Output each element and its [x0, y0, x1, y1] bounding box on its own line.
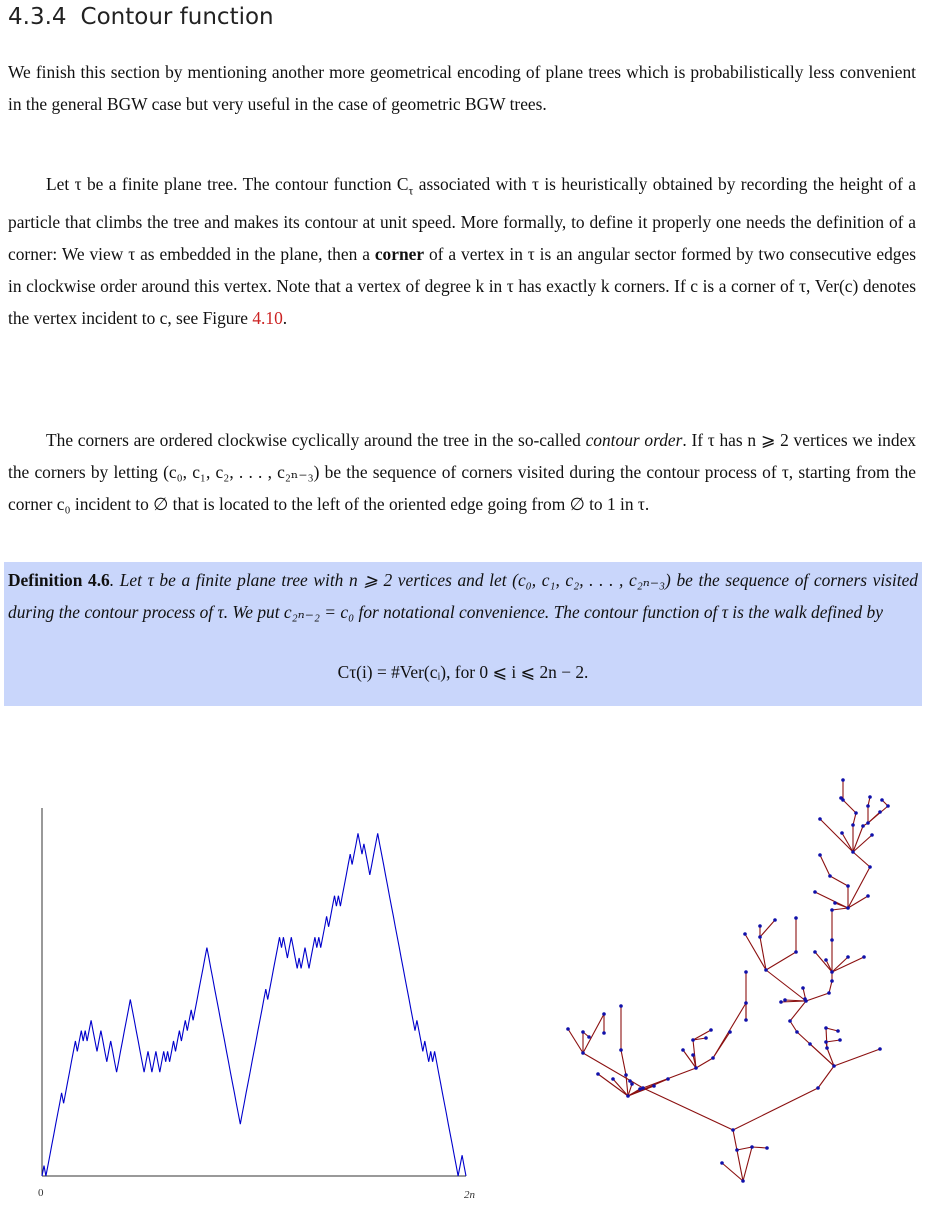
tree-vertex: [630, 1082, 634, 1086]
tree-vertex: [624, 1073, 628, 1077]
tree-vertex: [744, 1018, 748, 1022]
tree-vertex: [587, 1035, 591, 1039]
tree-edge: [643, 1088, 733, 1130]
tree-edge: [643, 1068, 696, 1088]
tree-vertex: [779, 1000, 783, 1004]
tree-vertex: [824, 1040, 828, 1044]
tree-edge: [832, 957, 848, 972]
tree-edge: [583, 1053, 643, 1088]
tree-vertex: [626, 1094, 630, 1098]
tree-edge: [810, 1044, 834, 1066]
tree-vertex: [619, 1048, 623, 1052]
tree-vertex: [878, 1047, 882, 1051]
p2-b: associated with τ is heuristically obtained by recording the height of a particle that climbs the tree and makes its contour at unit speed. More formally, to define it properly one needs the definition of a corner: We view τ as embedded in the plane, then a: [8, 174, 916, 265]
contour-line: [42, 833, 466, 1176]
tree-vertex: [813, 890, 817, 894]
tree-vertex: [846, 906, 850, 910]
tree-edge: [835, 903, 848, 908]
tree-vertex: [818, 817, 822, 821]
tree-vertex: [581, 1030, 585, 1034]
section-number: 4.3.4: [8, 4, 67, 30]
tree-vertex: [628, 1079, 632, 1083]
tree-vertex: [886, 804, 890, 808]
tree-vertex: [691, 1038, 695, 1042]
tree-vertex: [866, 821, 870, 825]
tree-vertex: [870, 833, 874, 837]
tree-vertex: [880, 798, 884, 802]
tree-vertex: [704, 1036, 708, 1040]
tree-vertex: [638, 1087, 642, 1091]
tree-edge: [785, 1000, 806, 1001]
tree-vertex: [816, 1086, 820, 1090]
contour-order-term: contour order: [585, 430, 683, 450]
tree-vertex: [862, 955, 866, 959]
tree-vertex: [794, 916, 798, 920]
tree-edge: [790, 1001, 806, 1021]
contour-chart: [38, 808, 476, 1201]
tree-vertex: [709, 1028, 713, 1032]
tree-vertex: [854, 811, 858, 815]
x-tick-label-0: 0: [38, 1187, 44, 1199]
tree-vertex: [735, 1148, 739, 1152]
tree-vertex: [830, 938, 834, 942]
tree-vertex: [813, 950, 817, 954]
tree-edge: [766, 970, 806, 1001]
figure-ref-link[interactable]: 4.10: [252, 308, 283, 329]
tree-vertex: [741, 1179, 745, 1183]
tree-vertex: [750, 1145, 754, 1149]
tree-vertex: [720, 1161, 724, 1165]
tree-edge: [790, 1021, 797, 1032]
tree-vertex: [825, 1046, 829, 1050]
tree-edge: [834, 1049, 880, 1066]
tree-edge: [766, 952, 796, 970]
tree-vertex: [868, 865, 872, 869]
tree-edge: [743, 1147, 752, 1181]
p2-sub: τ: [408, 183, 414, 198]
tree-vertex: [866, 894, 870, 898]
tree-vertex: [611, 1077, 615, 1081]
tree-vertex: [764, 968, 768, 972]
tree-vertex: [841, 798, 845, 802]
tree-vertex: [602, 1031, 606, 1035]
tree-vertex: [851, 850, 855, 854]
tree-vertex: [832, 1064, 836, 1068]
tree-edge: [820, 855, 830, 876]
p3-b: . If τ has n ⩾ 2 vertices we index the corners by letting (c₀, c₁, c₂, . . . , c₂ₙ₋₃) be the sequence of corners visited during the contour process of τ, starting from the corner c₀ incident to ∅ that is located to the left of the oriented edge going from ∅ to 1 in τ.: [8, 430, 916, 514]
tree-edge: [829, 981, 832, 993]
tree-vertex: [866, 804, 870, 808]
tree-vertex: [602, 1012, 606, 1016]
tree-edge: [696, 1058, 713, 1068]
tree-vertex: [833, 901, 837, 905]
p3-a: The corners are ordered clockwise cyclically around the tree in the so-called: [46, 430, 586, 450]
corner-term: corner: [374, 244, 425, 265]
tree-vertex: [830, 970, 834, 974]
tree-edge: [752, 1147, 767, 1148]
x-tick-label-2n: 2n: [464, 1189, 475, 1201]
p2-a: Let τ be a finite plane tree. The contour function C: [46, 174, 409, 194]
tree-vertex: [803, 997, 807, 1001]
tree-vertex: [694, 1066, 698, 1070]
tree-edge: [613, 1079, 628, 1096]
tree-vertex: [836, 1029, 840, 1033]
tree-vertex: [801, 986, 805, 990]
tree-vertex: [840, 831, 844, 835]
tree-vertex: [838, 1038, 842, 1042]
tree-vertex: [783, 998, 787, 1002]
tree-vertex: [846, 955, 850, 959]
tree-edge: [832, 957, 864, 972]
tree-vertex: [788, 1019, 792, 1023]
tree-vertex: [666, 1077, 670, 1081]
tree-vertex: [744, 970, 748, 974]
tree-edge: [826, 1040, 840, 1042]
tree-edge: [843, 800, 856, 813]
tree-vertex: [681, 1048, 685, 1052]
tree-vertex: [841, 778, 845, 782]
tree-vertex: [878, 810, 882, 814]
tree-vertex: [794, 950, 798, 954]
tree-vertex: [731, 1128, 735, 1132]
tree-vertex: [652, 1084, 656, 1088]
definition-text: . Let τ be a finite plane tree with n ⩾ 2 vertices and let (c₀, c₁, c₂, . . . , c₂ₙ₋₃) be the sequence of corners visited during the contour process of τ. We put c₂ₙ₋₂ = c₀ for notational convenience. The contour function of τ is the walk defined by: [8, 570, 918, 622]
tree-vertex: [728, 1030, 732, 1034]
tree-vertex: [824, 1026, 828, 1030]
plane-tree: [566, 778, 890, 1183]
definition-label: Definition 4.6: [8, 570, 110, 590]
p2-d: .: [282, 308, 288, 329]
tree-vertex: [808, 1042, 812, 1046]
tree-edge: [830, 876, 848, 886]
tree-vertex: [765, 1146, 769, 1150]
tree-edge: [815, 952, 832, 972]
tree-edge: [628, 1079, 668, 1096]
tree-edge: [868, 806, 888, 823]
tree-edge: [832, 908, 848, 910]
tree-vertex: [795, 1030, 799, 1034]
tree-vertex: [773, 918, 777, 922]
tree-edge: [760, 920, 775, 937]
tree-edge: [853, 813, 856, 825]
tree-edge: [621, 1050, 626, 1075]
tree-edge: [820, 819, 853, 852]
tree-edge: [826, 1028, 838, 1031]
definition-formula: Cτ(i) = #Ver(cᵢ), for 0 ⩽ i ⩽ 2n − 2.: [337, 662, 589, 682]
tree-vertex: [596, 1072, 600, 1076]
tree-vertex: [758, 924, 762, 928]
tree-edge: [806, 993, 829, 1001]
tree-vertex: [846, 884, 850, 888]
paragraph-intro: We finish this section by mentioning another more geometrical encoding of plane trees which is probabilistically less convenient in the general BGW case but very useful in the case of geometric BGW trees.: [8, 62, 916, 114]
tree-edge: [853, 852, 870, 867]
tree-vertex: [744, 1001, 748, 1005]
tree-vertex: [581, 1051, 585, 1055]
tree-edge: [583, 1014, 604, 1053]
tree-vertex: [824, 958, 828, 962]
tree-vertex: [711, 1056, 715, 1060]
tree-vertex: [566, 1027, 570, 1031]
tree-vertex: [861, 824, 865, 828]
p2-c: of a vertex in τ is an angular sector formed by two consecutive edges in clockwise order around this vertex. Note that a vertex of degree k in τ has exactly k corners. If c is a corner of τ, Ver(c) denotes the vertex incident to c, see Figure: [8, 244, 916, 329]
tree-vertex: [830, 979, 834, 983]
section-title: Contour function: [80, 4, 274, 30]
tree-vertex: [619, 1004, 623, 1008]
tree-vertex: [758, 935, 762, 939]
tree-edge: [818, 1066, 834, 1088]
tree-vertex: [828, 874, 832, 878]
tree-edge: [568, 1029, 583, 1053]
tree-edge: [733, 1088, 818, 1130]
tree-vertex: [743, 932, 747, 936]
tree-vertex: [830, 908, 834, 912]
tree-vertex: [827, 991, 831, 995]
tree-vertex: [818, 853, 822, 857]
tree-edge: [737, 1147, 752, 1150]
tree-vertex: [868, 795, 872, 799]
tree-vertex: [691, 1053, 695, 1057]
tree-vertex: [851, 823, 855, 827]
